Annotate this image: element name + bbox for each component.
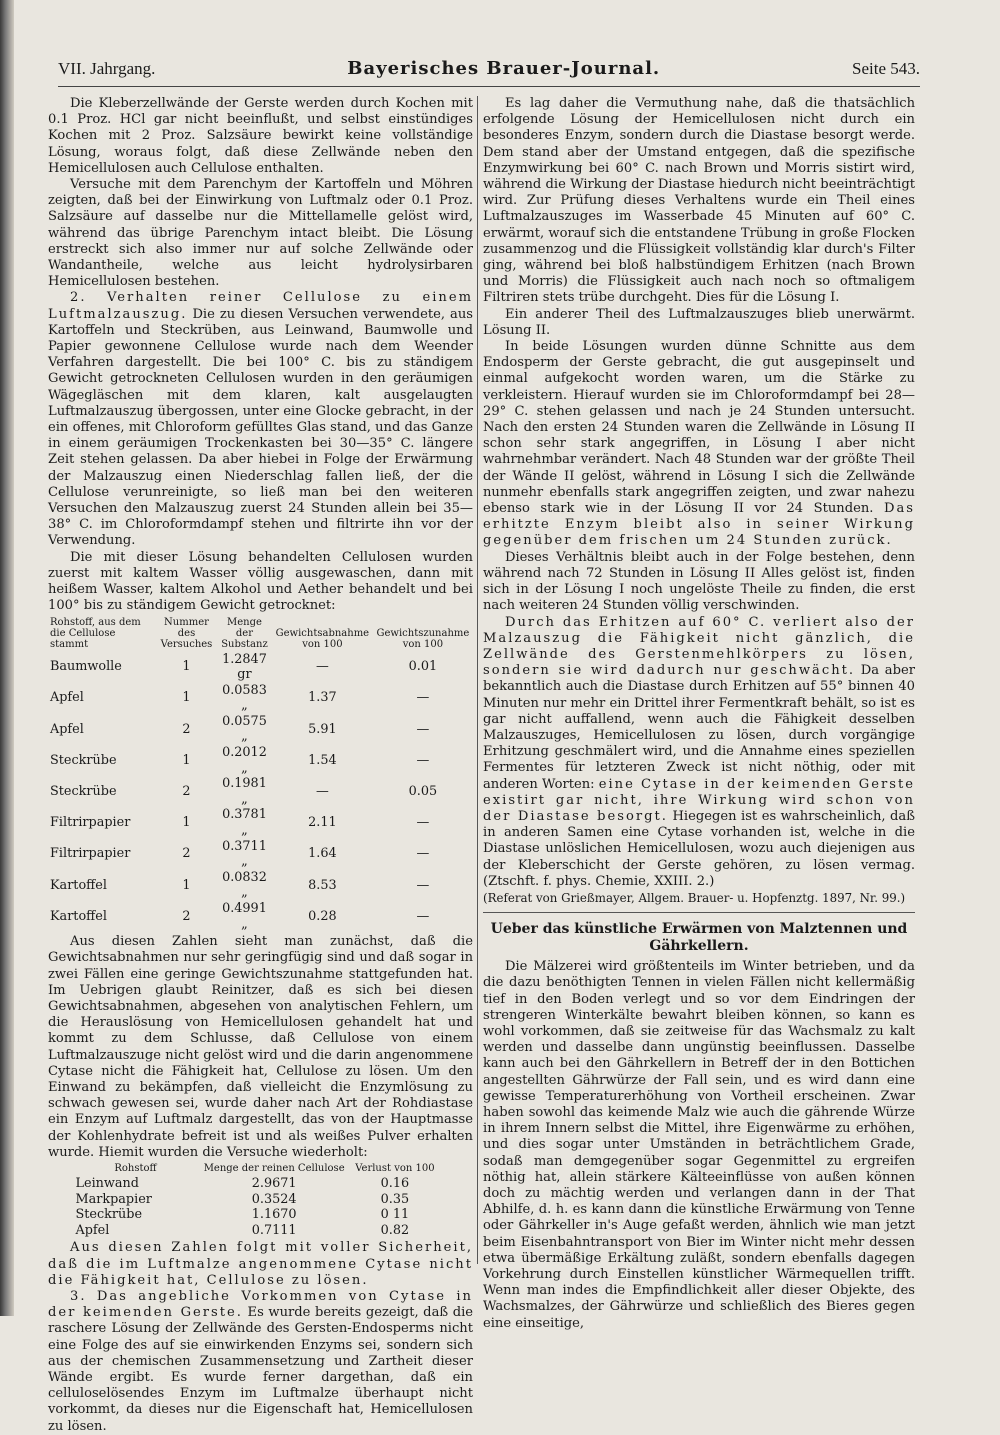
table-cell: 1.64 xyxy=(308,846,337,862)
table-cell: — xyxy=(416,752,430,768)
paragraph: Aus diesen Zahlen sieht man zunächst, daß die Gewichtsabnahmen nur sehr geringfügig sind und daß sogar in zwei Fällen eine geringe Gewichtszunahme stattgefunden hat. Im Uebrigen glaubt Reinitzer, daß es sich bei diesen Gewichtsabnahmen, abgesehen von analytischen Fehlern, um die Herauslösung von Hemicellulosen gehandelt hat und kommt zu dem Schlusse, daß Cellulose von einem Luftmalzauszuge nicht gelöst wird und die darin angenommene Cytase nicht die Fähigkeit hat, Cellulose zu lösen. Um den Einwand zu bekämpfen, daß vielleicht die Enzymlösung zu schwach gewesen sei, wurde daher nach Art der Rohdiastase ein Enzym auf Luftmalz dargestellt, das von der Hauptmasse der Kohlenhydrate befreit ist und als weißes Pulver erhalten wurde. Hiemit wurden die Versuche wiederholt: xyxy=(48,934,473,1160)
table-cell: 0.7111 xyxy=(251,1222,297,1238)
table-cell: — xyxy=(416,690,430,706)
table-cell: Steckrübe xyxy=(75,1207,143,1223)
table-cell: Markpapier xyxy=(75,1191,152,1207)
table-cell: 0.35 xyxy=(380,1191,410,1207)
table-header: Menge der reinen Cellulose xyxy=(203,1163,345,1175)
table-header: Rohstoff, aus dem die Cellulose stammt xyxy=(50,616,141,650)
paragraph: Dieses Verhältnis bleibt auch in der Folge bestehen, denn während nach 72 Stunden in Lösung II Alles gelöst ist, finden sich in der Lösung I noch ungelöste Theile zu finden, die erst nach weiteren 24 Stunden völlig verschwinden. xyxy=(483,549,915,614)
table-cell: 1 xyxy=(182,815,191,831)
table-cell: 5.91 xyxy=(308,721,337,737)
table-cell: 2 xyxy=(182,721,191,737)
table-cell: 2 xyxy=(182,908,191,924)
section-heading: 2. Verhalten reiner Cellulose zu einem Luftmalzauszug. xyxy=(48,290,473,322)
table-cell: Steckrübe xyxy=(50,784,117,800)
table-cell: 0.05 xyxy=(408,784,438,800)
table-cell: — xyxy=(416,846,430,862)
paragraph-text: In beide Lösungen wurden dünne Schnitte aus dem Endosperm der Gerste gebracht, die gut ausgepinselt und einmal aufgekocht worden waren, um die Stärke zu verkleistern. Hierauf wurden sie im Chloroformdampf bei 28—29° C. stehen gelassen und nach je 24 Stunden untersucht. Nach den ersten 24 Stunden waren die Zellwände in Lösung II schon sehr stark angegriffen, in Lösung I aber nicht wahrnehmbar verändert. Nach 48 Stunden war der größte Theil der Wände II gelöst, während in Lösung I sich die Zellwände nunmehr ebenfalls stark angegriffen zeigten, und zwar nahezu ebenso stark wie in der Lösung II vor 24 Stunden. xyxy=(483,339,915,517)
table-cell: 0.82 xyxy=(380,1222,410,1238)
table-cell: Leinwand xyxy=(75,1176,139,1192)
right-column xyxy=(483,96,915,1331)
column-divider xyxy=(477,96,478,1264)
left-column xyxy=(48,96,474,1434)
table-row xyxy=(74,1207,440,1223)
table-row xyxy=(48,807,473,838)
table-header: Gewichtsabnahme von 100 xyxy=(275,627,370,650)
section-heading: 3. Das angebliche Vorkommen von Cytase in der keimenden Gerste. xyxy=(48,1289,473,1321)
table-cell: 0.0575 „ xyxy=(222,713,267,745)
paragraph-text: Da aber bekanntlich auch die Diastase durch Erhitzen auf 55° binnen 40 Minuten nur mehr ein Drittel ihrer Fermentkraft behält, so ist es gar nicht auffallend, wenn auch die Fähigkeit desselben Malzauszuges, Hemicellulosen zu lösen, durch vorgängige Erhitzung geschmälert wird, und die Annahme eines speziellen Fermentes für letzteren Zweck ist nicht nöthig, oder mit anderen Worten: xyxy=(483,663,915,792)
table-cell: Kartoffel xyxy=(50,877,107,893)
table-cell: 1.1670 xyxy=(251,1207,297,1223)
table-row xyxy=(48,745,473,776)
table-cell: 1 xyxy=(182,752,191,768)
paragraph-text: Hiegegen ist es wahrscheinlich, daß in anderen Samen eine Cytase vorhanden ist, welche in die Diastase unlöslichen Hemicellulosen, wozu auch diejenigen aus der Kleberschicht der Gerste gehören, zu lösen vermag. (Ztschft. f. phys. Chemie, XXIII. 2.) xyxy=(483,808,915,889)
table-row xyxy=(48,870,473,901)
table-cell: — xyxy=(416,815,430,831)
paragraph: Es lag daher die Vermuthung nahe, daß die thatsächlich erfolgende Lösung der Hemicellulosen nicht durch ein besonderes Enzym, sondern durch die Diastase besorgt werde. Dem stand aber der Umstand entgegen, daß die spezifische Enzymwirkung bei 60° C. nach Brown und Morris sistirt wird, während die Wirkung der Diastase hiedurch nicht beeinträchtigt wird. Zur Prüfung dieses Verhaltens wurde ein Theil eines Luftmalzauszuges im Wasserbade 45 Minuten auf 60° C. erwärmt, worauf sich die entstandene Trübung in große Flocken zusammenzog und die Flüssigkeit vollständig klar durch's Filter ging, während bei bloß halbstündigem Erhitzen (nach Brown und Morris) die Flüssigkeit auch nach noch so oftmaligem Filtriren stets trübe durchgeht. Dies für die Lösung I. xyxy=(483,96,915,306)
table-cell: 0.3524 xyxy=(251,1191,297,1207)
table-cell: 2 xyxy=(182,846,191,862)
paragraph: Die Mälzerei wird größtenteils im Winter betrieben, und da die dazu benöthigten Tennen in vielen Fällen nicht kellermäßig tief in den Boden verlegt und so vor dem Eindringen der strengeren Winterkälte bewahrt bleiben können, so kann es wohl vorkommen, daß sie zeitweise für das Wachsmalz zu kalt werden und dasselbe dann ungünstig beeinflussen. Dasselbe kann auch bei den Gährkellern in Betreff der in den Bottichen angestellten Gährwürze der Fall sein, und es wird dann eine gewisse Temperaturerhöhung von Vortheil erscheinen. Zwar haben sowohl das keimende Malz wie auch die gährende Würze in ihrem Innern selbst die Mittel, ihre Eigenwärme zu erhöhen, und dies sogar unter Umständen in beträchtlichem Grade, sodaß man demgegenüber sogar Gegenmittel zu ergreifen nöthig hat, allein stärkere Kälteeinflüsse von außen können doch zu mächtig werden und verlangen dann in der That Abhilfe, d. h. es kann dann die künstliche Erwärmung von Tenne oder Gährkeller in's Auge gefaßt werden, ähnlich wie man jetzt beim Eisenbahntransport von Bier im Winter nicht mehr dessen etwa übermäßige Erkältung zuläßt, sondern ebenfalls dagegen Vorkehrung durch Einstellen künstlicher Wärmequellen trifft. Wenn man indes die Empfindlichkeit aller dieser Objekte, des Wachsmalzes, der Gährwürze und schließlich des Bieres gegen eine einseitige, xyxy=(483,959,915,1331)
page-number: Seite 543. xyxy=(852,59,920,78)
table-cell: 0.01 xyxy=(408,659,438,675)
table-cell: — xyxy=(416,877,430,893)
table-cell: 0.1981 „ xyxy=(222,776,267,807)
table-cell: — xyxy=(315,659,329,675)
emphasis-text: eine Cytase in der keimenden Gerste existirt gar nicht, ihre Wirkung wird schon von der Diastase besorgt. xyxy=(483,776,915,824)
table-cell: 0.28 xyxy=(308,908,337,924)
volume-label: VII. Jahrgang. xyxy=(58,59,156,78)
table-cell: 0.16 xyxy=(380,1176,410,1192)
table-cell: 2 xyxy=(182,784,191,800)
table-row xyxy=(48,776,473,807)
table-cell: 1.37 xyxy=(308,690,337,706)
table-cell: Filtrirpapier xyxy=(50,815,131,831)
table-header: Nummer des Versuches xyxy=(160,616,213,650)
table-cell: 0.3781 „ xyxy=(222,807,267,839)
section-rule xyxy=(483,912,915,913)
table-cell: 1 xyxy=(182,690,191,706)
table-header: Gewichtszunahme von 100 xyxy=(376,627,470,650)
paragraph: Ein anderer Theil des Luftmalzauszuges blieb unerwärmt. Lösung II. xyxy=(483,306,915,338)
table-cell: 2.11 xyxy=(308,815,337,831)
table-cell: 0 11 xyxy=(380,1207,410,1223)
table-cell: 0.4991 „ xyxy=(222,901,267,932)
paragraph xyxy=(483,339,915,550)
results-table-1 xyxy=(48,617,473,933)
table-header: Menge der Substanz xyxy=(221,616,268,650)
paragraph xyxy=(48,1289,473,1435)
table-cell: Steckrübe xyxy=(50,752,117,768)
table-cell: Filtrirpapier xyxy=(50,846,131,862)
table-row xyxy=(74,1192,440,1208)
table-cell: Apfel xyxy=(50,721,84,737)
reference-note: (Referat von Grießmayer, Allgem. Brauer- u. Hopfenztg. 1897, Nr. 99.) xyxy=(483,890,906,905)
table-header: Rohstoff xyxy=(114,1163,157,1175)
emphasis-text: Das erhitzte Enzym bleibt also in seiner Wirkung gegenüber dem frischen um 24 Stunden zurück. xyxy=(483,501,915,549)
table-row xyxy=(74,1176,440,1192)
journal-title: Bayerisches Brauer-Journal. xyxy=(347,58,661,79)
table-cell: 0.0583 „ xyxy=(222,682,267,714)
table-row xyxy=(48,901,473,932)
table-cell: 1 xyxy=(182,659,191,675)
table-row xyxy=(48,683,473,714)
table-row xyxy=(48,652,473,683)
table-cell: 1.2847 gr xyxy=(222,651,267,683)
results-table-2 xyxy=(74,1163,440,1238)
paragraph-text: Die zu diesen Versuchen verwendete, aus Kartoffeln und Steckrüben, aus Leinwand, Baumwolle und Papier gewonnene Cellulose wurde nach dem Weender Verfahren dargestellt. Die bei 100° C. bis zu ständigem Gewicht getrockneten Cellulosen wurden in den geräumigen Wägegläschen mit dem klaren, kalt ausgelaugten Luftmalzauszug übergossen, unter eine Glocke gebracht, in der ein offenes, mit Chloroform gefülltes Glas stand, und das Ganze in einem geräumigen Trockenkasten bei 30—35° C. längere Zeit stehen gelassen. Da aber hiebei in Folge der Erwärmung der Malzauszug einen Niederschlag fallen ließ, der die Cellulose verunreinigte, so ließ man bei den weiteren Versuchen den Malzauszug zuerst 24 Stunden allein bei 35—38° C. im Chloroformdampf stehen und filtrirte ihn vor der Verwendung. xyxy=(48,306,474,549)
table-cell: — xyxy=(416,721,430,737)
article-title: Ueber das künstliche Erwärmen von Malztennen und Gährkellern. xyxy=(490,921,908,955)
paragraph-spaced: Aus diesen Zahlen folgt mit voller Sicherheit, daß die im Luftmalze angenommene Cytase nicht die Fähigkeit hat, Cellulose zu lösen. xyxy=(48,1240,473,1288)
table-cell: 1 xyxy=(182,877,191,893)
table-cell: 2.9671 xyxy=(251,1176,297,1192)
paragraph: Versuche mit dem Parenchym der Kartoffeln und Möhren zeigten, daß bei der Einwirkung von Luftmalz oder 0.1 Proz. Salzsäure auf dasselbe nur die Mittellamelle gelöst wird, während das übrige Parenchym intact bleibt. Die Lösung erstreckt sich also immer nur auf solche Zellwände oder Wandantheile, welche aus leicht hydrolysirbaren Hemicellulosen bestehen. xyxy=(48,177,473,290)
paragraph: Die mit dieser Lösung behandelten Cellulosen wurden zuerst mit kaltem Wasser völlig ausgewaschen, dann mit heißem Wasser, kaltem Alkohol und Aether behandelt und bei 100° bis zu ständigem Gewicht getrocknet: xyxy=(48,549,473,614)
emphasis-text: Durch das Erhitzen auf 60° C. verliert also der Malzauszug die Fähigkeit nicht gänzlich, die Zellwände des Gerstenmehlkörpers zu lösen, sondern sie wird dadurch nur geschwächt. xyxy=(483,614,915,679)
table-cell: — xyxy=(416,908,430,924)
table-cell: 0.0832 „ xyxy=(222,869,267,901)
table-cell: Baumwolle xyxy=(50,659,122,675)
table-body xyxy=(48,652,473,933)
table-row xyxy=(48,714,473,745)
table-cell: Apfel xyxy=(75,1222,110,1238)
table-cell: 0.2012 „ xyxy=(222,745,267,776)
page-header xyxy=(58,58,920,87)
table-cell: 1.54 xyxy=(308,752,337,768)
table-cell: Apfel xyxy=(50,690,84,706)
binding-edge xyxy=(0,0,14,1316)
paragraph xyxy=(48,290,473,549)
paragraph: Die Kleberzellwände der Gerste werden durch Kochen mit 0.1 Proz. HCl gar nicht beeinflußt, und selbst einstündiges Kochen mit 2 Proz. Salzsäure bewirkt keine vollständige Lösung, woraus folgt, daß diese Zellwände neben den Hemicellulosen auch Cellulose enthalten. xyxy=(48,96,473,176)
paragraph xyxy=(483,615,915,890)
table-cell: Kartoffel xyxy=(50,908,107,924)
table-cell: — xyxy=(315,784,329,800)
table-body xyxy=(74,1176,440,1238)
table-header: Verlust von 100 xyxy=(355,1163,435,1175)
table-cell: 8.53 xyxy=(308,877,337,893)
table-row xyxy=(48,839,473,870)
table-cell: 0.3711 „ xyxy=(222,838,267,870)
table-row xyxy=(74,1223,440,1239)
paragraph-text: Es wurde bereits gezeigt, daß die raschere Lösung der Zellwände des Gersten-Endosperms nicht eine Folge des auf sie einwirkenden Enzyms sei, sondern sich aus der chemischen Zusammensetzung und Zartheit dieser Wände ergibt. Es wurde ferner dargethan, daß ein celluloselösendes Enzym im Luftmalze überhaupt nicht vorkommt, da dieses nur die Eigenschaft hat, Hemicellulosen zu lösen. xyxy=(48,1305,474,1434)
